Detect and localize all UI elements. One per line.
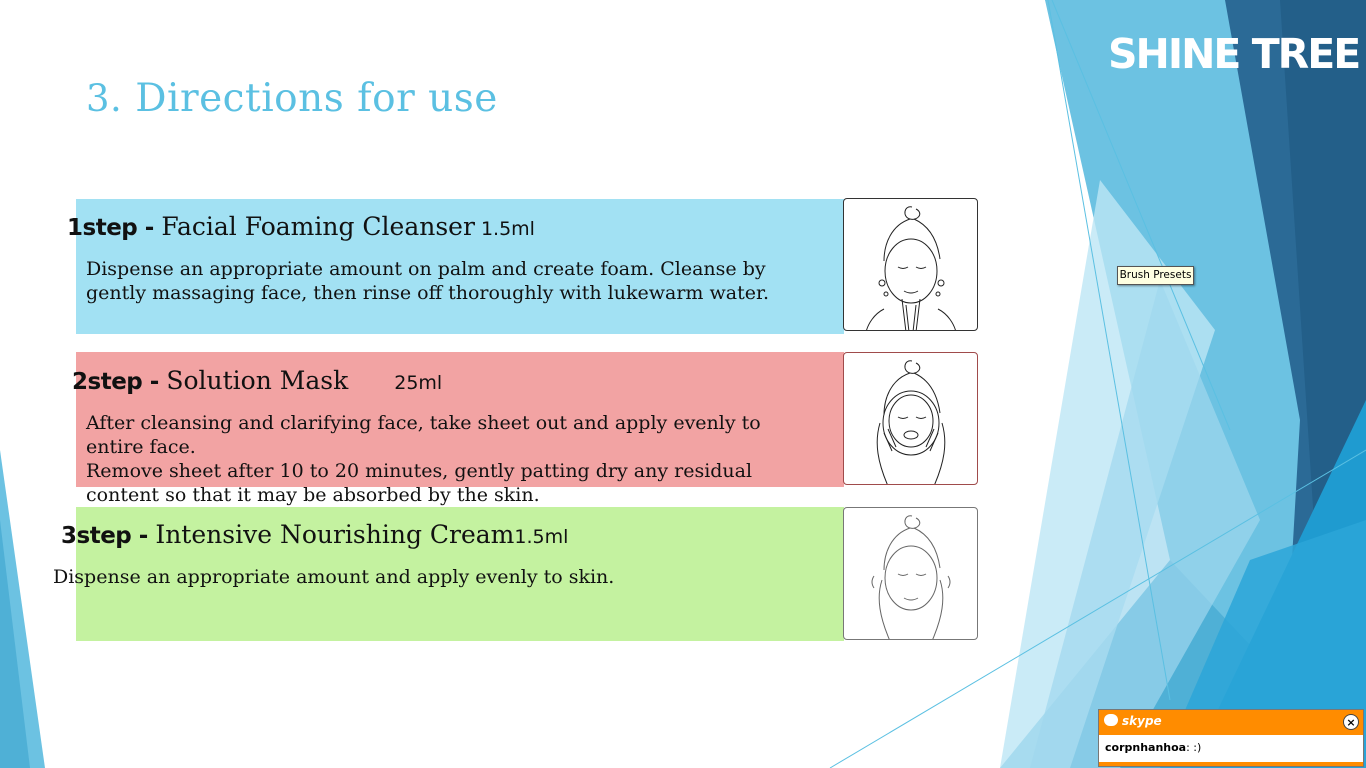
brush-presets-tooltip: Brush Presets [1117,266,1194,285]
slide-title-text: Directions for use [122,76,498,121]
skype-message-text: : :) [1186,741,1202,754]
step-3-name: Intensive Nourishing Cream [155,520,515,549]
step-3-heading [61,520,568,549]
skype-sender: corpnhanhoa [1105,741,1187,754]
step-1-label: 1step [67,215,138,241]
skype-bubble-icon [1104,714,1118,726]
step-2-separator: - [142,369,167,395]
face-washing-illustration [843,198,978,331]
step-1-separator: - [137,215,162,241]
step-3-label: 3step [61,523,132,549]
step-2-description-line-2: Remove sheet after 10 to 20 minutes, gently patting dry any residual content so that it may be absorbed by the skin. [86,460,753,506]
skype-brand: skype [1122,714,1162,728]
skype-footer-bar [1099,762,1363,766]
skype-message[interactable] [1099,735,1363,760]
step-2-heading [72,366,442,395]
cream-application-illustration [843,507,978,640]
skype-header [1099,710,1363,735]
step-3-description: Dispense an appropriate amount and apply evenly to skin. [53,566,615,588]
step-2-label: 2step [72,369,143,395]
brand-logo: SHINE TREE [1108,30,1360,78]
slide-title [86,76,498,121]
step-2-description [86,411,806,507]
skype-logo [1104,714,1162,728]
step-2-volume: 25ml [394,372,443,394]
step-3-volume: 1.5ml [514,526,569,548]
step-2-description-line-1: After cleansing and clarifying face, take sheet out and apply evenly to entire face. [86,412,761,458]
step-2-name: Solution Mask [166,366,349,395]
step-1-description: Dispense an appropriate amount on palm and create foam. Cleanse by gently massaging face, then rinse off thoroughly with lukewarm water. [86,258,769,304]
sheet-mask-illustration [843,352,978,485]
step-1-volume: 1.5ml [474,218,535,240]
step-3-separator: - [131,523,156,549]
step-1-name: Facial Foaming Cleanser [161,212,475,241]
slide-title-number: 3. [86,77,123,120]
close-icon[interactable]: × [1343,714,1359,730]
skype-notification[interactable] [1098,709,1364,767]
step-1-heading [67,212,535,241]
